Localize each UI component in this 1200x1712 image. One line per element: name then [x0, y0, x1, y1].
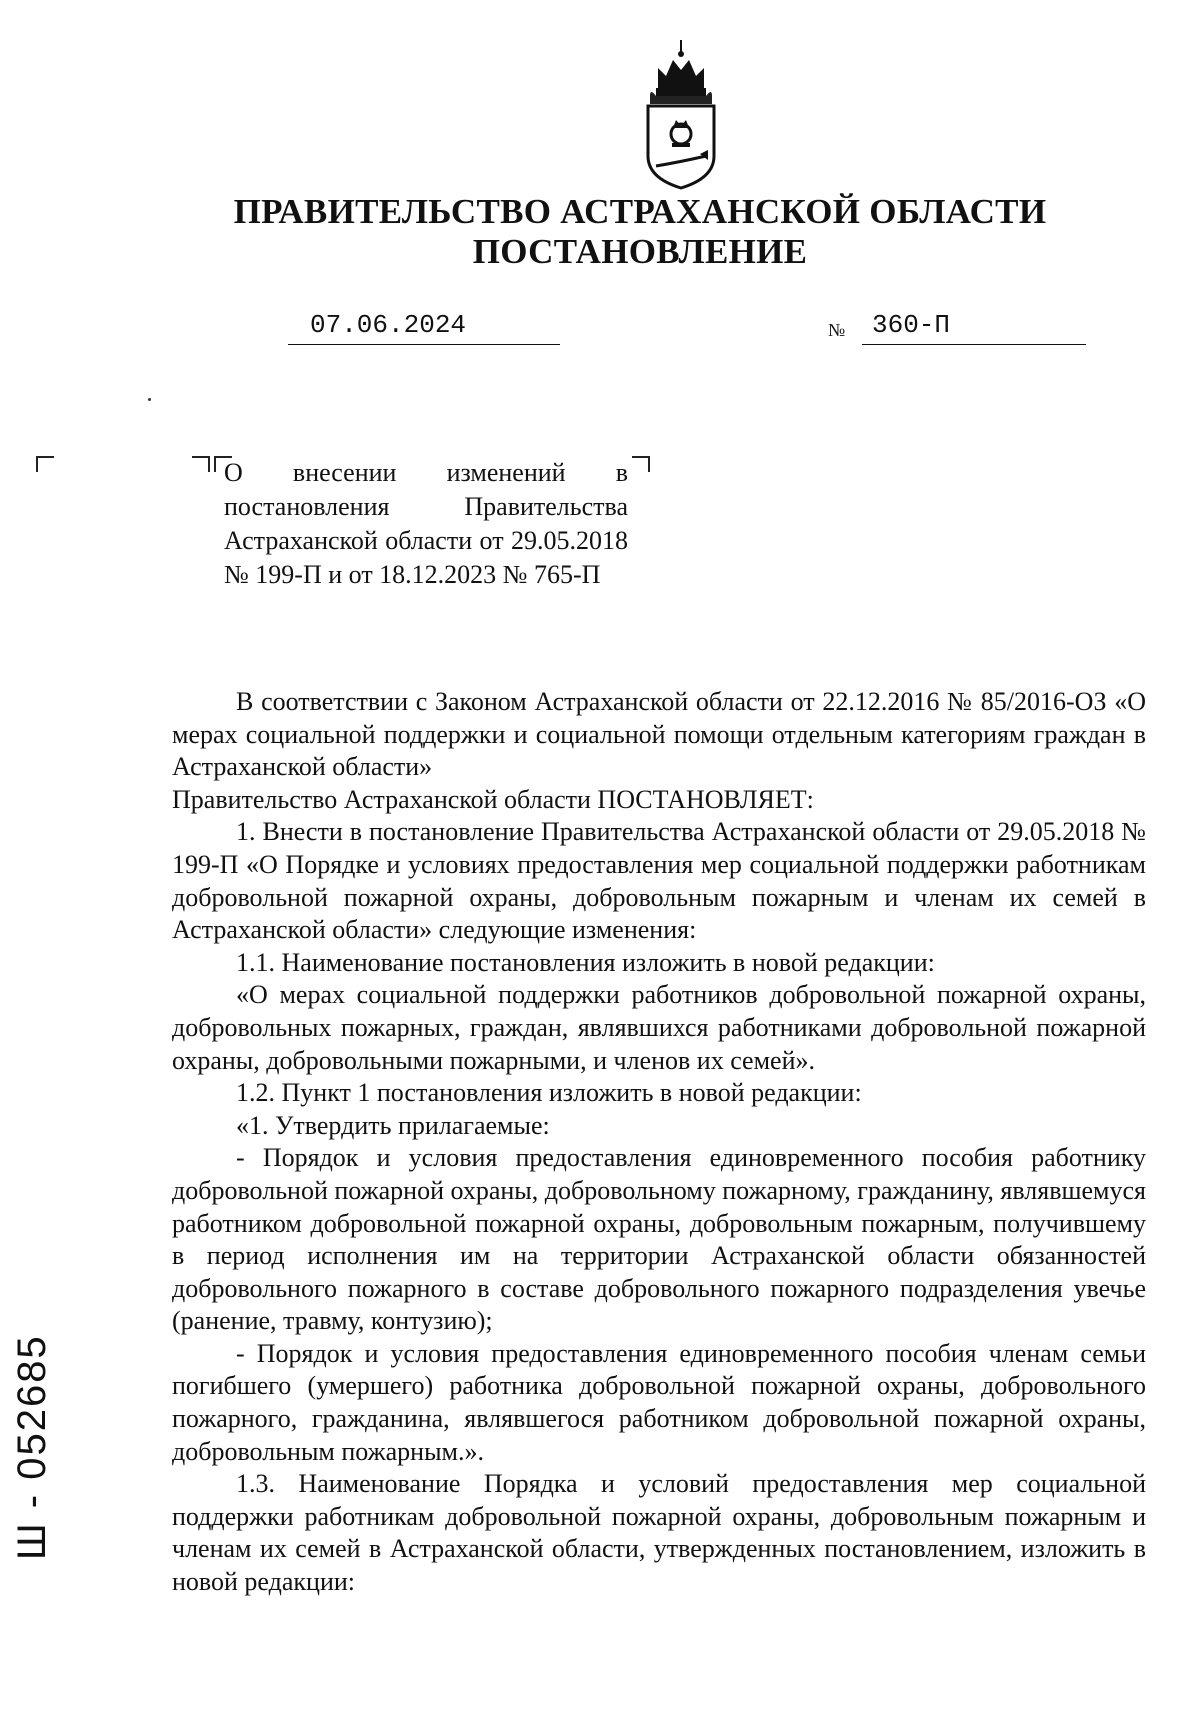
- body-paragraph: 1. Внести в постановление Правительства Астраханской области от 29.05.2018 № 199-П «О Порядке и условиях предоставления мер социальной поддержки работникам добровольной пожарной охраны, добровольным пожарным и членам их семей в Астраханской области» следующие изменения:: [172, 817, 1146, 945]
- body-paragraph: В соответствии с Законом Астраханской области от 22.12.2016 № 85/2016-ОЗ «О мерах социальной поддержки и социальной помощи отдельным категориям граждан в Астраханской области»: [172, 687, 1146, 782]
- body-paragraph: «О мерах социальной поддержки работников добровольной пожарной охраны, добровольных пожарных, граждан, являвшихся работниками добровольной пожарной охраны, добровольными пожарными, и членов их семей».: [172, 980, 1146, 1075]
- body-paragraph: 1.1. Наименование постановления изложить в новой редакции:: [236, 947, 935, 977]
- body-paragraph: 1.3. Наименование Порядка и условий предоставления мер социальной поддержки работникам добровольной пожарной охраны, добровольным пожарным и членам их семей в Астраханской области, утвержденных постановлением, изложить в новой редакции:: [172, 1469, 1146, 1597]
- corner-mark-subject-left-a: [192, 456, 210, 472]
- body-paragraph: Правительство Астраханской области ПОСТАНОВЛЯЕТ:: [172, 784, 814, 814]
- document-type-title: ПОСТАНОВЛЕНИЕ: [472, 232, 808, 271]
- serial-stamp: Ш - 052685: [10, 1334, 54, 1560]
- corner-mark-left: [36, 456, 54, 472]
- corner-mark-subject-right: [632, 456, 650, 472]
- document-subject: О внесении изменений в постановления Правительства Астраханской области от 29.05.2018 № 199-П и от 18.12.2023 № 765-П: [224, 458, 628, 589]
- body-paragraph: «1. Утвердить прилагаемые:: [236, 1110, 550, 1140]
- document-date: 07.06.2024: [310, 310, 467, 340]
- coat-of-arms-icon: [640, 38, 722, 190]
- body-paragraph: - Порядок и условия предоставления единовременного пособия работнику добровольной пожарной охраны, добровольному пожарному, гражданину, являвшемуся работником добровольной пожарной охраны, добровольным пожарным, получившему в период исполнения им на территории Астраханской области обязанностей добровольного пожарного в составе добровольного пожарного подразделения увечье (ранение, травму, контузию);: [172, 1143, 1146, 1336]
- body-paragraph: 1.2. Пункт 1 постановления изложить в новой редакции:: [236, 1078, 862, 1108]
- scan-speck: [148, 398, 151, 401]
- organization-title: ПРАВИТЕЛЬСТВО АСТРАХАНСКОЙ ОБЛАСТИ: [233, 192, 1047, 231]
- document-number: 360-П: [872, 310, 951, 340]
- document-body: [172, 686, 1146, 1599]
- body-paragraph: - Порядок и условия предоставления единовременного пособия членам семьи погибшего (умершего) работника добровольной пожарной охраны, добровольного пожарного, гражданина, являвшегося работником добровольной пожарной охраны, добровольным пожарным.».: [172, 1338, 1146, 1466]
- number-sign: №: [828, 320, 846, 340]
